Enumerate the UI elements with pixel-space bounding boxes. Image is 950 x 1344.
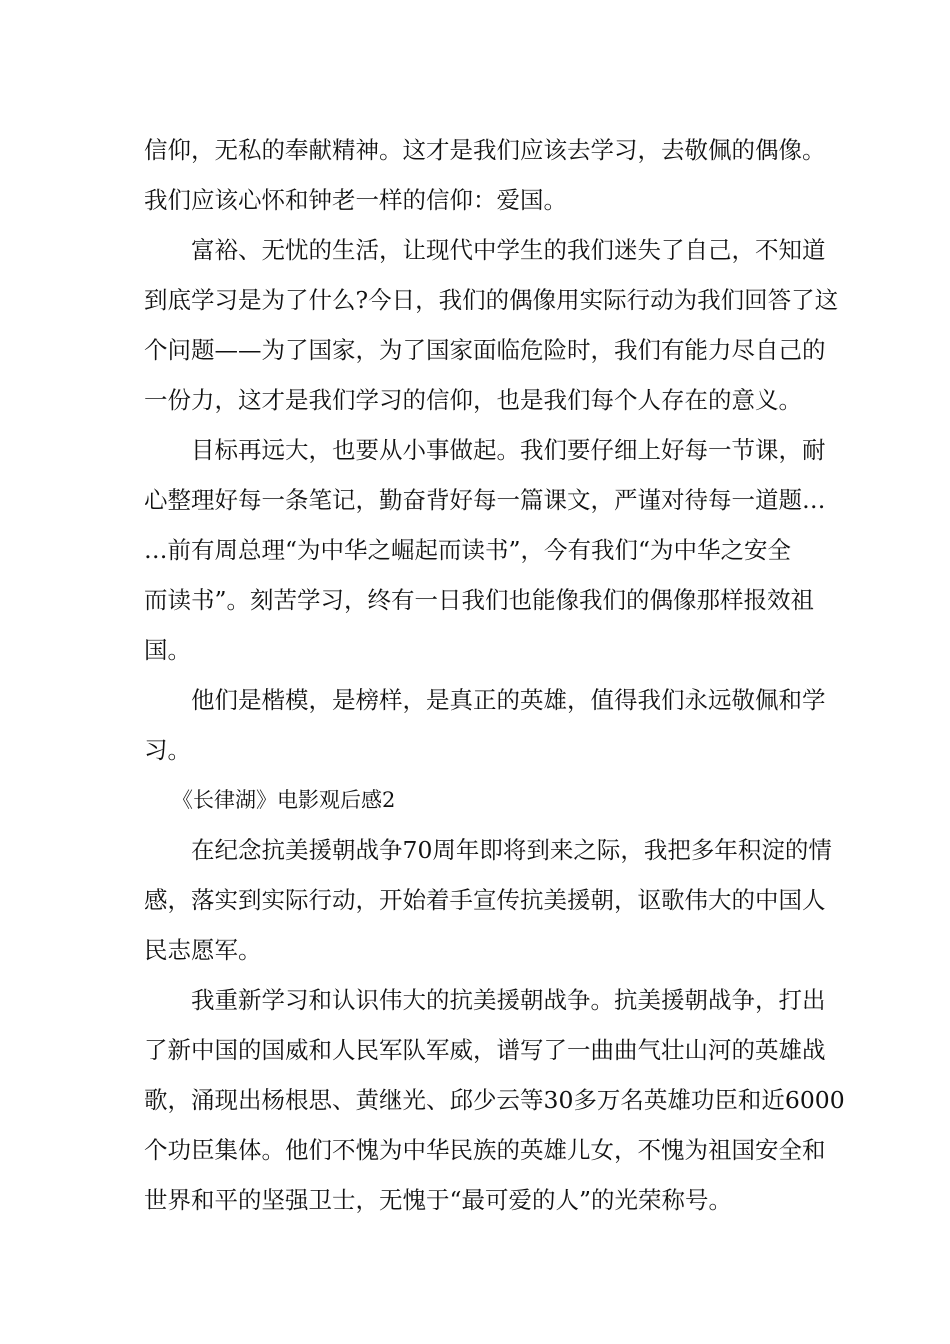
text-line: 了新中国的国威和人民军队军威，谱写了一曲曲气壮山河的英雄战 <box>144 1036 826 1064</box>
text-line: 世界和平的坚强卫士，无愧于“最可爱的人”的光荣称号。 <box>144 1186 733 1214</box>
text-line: 国。 <box>144 636 191 664</box>
text-line: 我们应该心怀和钟老一样的信仰：爱国。 <box>144 186 567 214</box>
text-line: 习。 <box>144 736 191 764</box>
text-line: 个功臣集体。他们不愧为中华民族的英雄儿女，不愧为祖国安全和 <box>144 1136 826 1164</box>
section-title: 《长律湖》电影观后感2 <box>172 788 396 812</box>
paragraph-first-line: 富裕、无忧的生活，让现代中学生的我们迷失了自己，不知道 <box>191 236 826 264</box>
paragraph-first-line: 我重新学习和认识伟大的抗美援朝战争。抗美援朝战争，打出 <box>191 986 826 1014</box>
text-line: 一份力，这才是我们学习的信仰，也是我们每个人存在的意义。 <box>144 386 802 414</box>
paragraph-first-line: 在纪念抗美援朝战争70周年即将到来之际，我把多年积淀的情 <box>191 836 832 864</box>
paragraph-first-line: 目标再远大，也要从小事做起。我们要仔细上好每一节课，耐 <box>191 436 826 464</box>
text-line: 个问题——为了国家，为了国家面临危险时，我们有能力尽自己的 <box>144 336 826 364</box>
text-line: 歌，涌现出杨根思、黄继光、邱少云等30多万名英雄功臣和近6000 <box>144 1086 845 1114</box>
text-line: 感，落实到实际行动，开始着手宣传抗美援朝，讴歌伟大的中国人 <box>144 886 826 914</box>
text-line: 而读书”。刻苦学习，终有一日我们也能像我们的偶像那样报效祖 <box>144 586 815 614</box>
text-line: 民志愿军。 <box>144 936 262 964</box>
text-line: 到底学习是为了什么?今日，我们的偶像用实际行动为我们回答了这 <box>144 286 839 314</box>
text-line: …前有周总理“为中华之崛起而读书”，今有我们“为中华之安全 <box>144 536 792 564</box>
text-line: 心整理好每一条笔记，勤奋背好每一篇课文，严谨对待每一道题… <box>144 486 826 514</box>
text-line: 信仰，无私的奉献精神。这才是我们应该去学习，去敬佩的偶像。 <box>144 136 826 164</box>
paragraph-first-line: 他们是楷模，是榜样，是真正的英雄，值得我们永远敬佩和学 <box>191 686 826 714</box>
